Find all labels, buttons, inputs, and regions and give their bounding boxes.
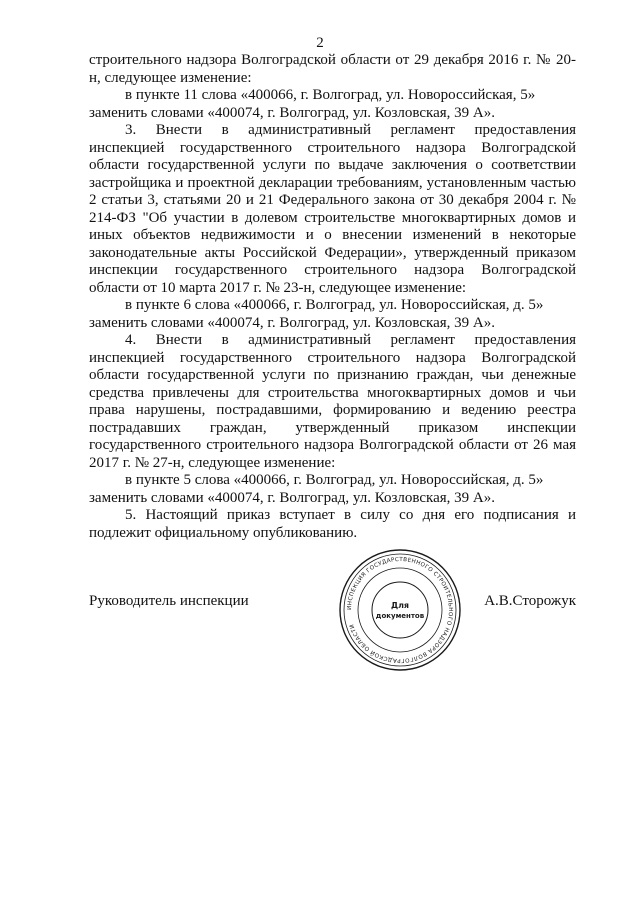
paragraph: заменить словами «400074, г. Волгоград, ул. Козловская, 39 А».: [89, 104, 495, 121]
paragraph: 5. Настоящий приказ вступает в силу со дня его подписания и подлежит официальному опубликованию.: [89, 507, 576, 541]
paragraph: строительного надзора Волгоградской области от 29 декабря 2016 г. № 20-н, следующее изменение:: [89, 52, 576, 86]
document-body: [89, 52, 576, 542]
official-seal-stamp: [338, 548, 462, 672]
paragraph: в пункте 6 слова «400066, г. Волгоград, ул. Новороссийская, д. 5»: [125, 297, 544, 313]
paragraph: в пункте 5 слова «400066, г. Волгоград, ул. Новороссийская, д. 5»: [125, 472, 544, 488]
paragraph: 3. Внести в административный регламент предоставления инспекцией государственного строительного надзора Волгоградской области государственной услуги по выдаче заключения о соответствии застройщика и проектной декларации требованиям, установленным частью 2 статьи 3, статьями 20 и 21 Федерального закона от 30 декабря 2004 г. № 214-ФЗ "Об участии в долевом строительстве многоквартирных домов и иных объектов недвижимости и о внесении изменений в некоторые законодательные акты Российской Федерации», утвержденный приказом инспекции государственного строительного надзора Волгоградской области от 10 марта 2017 г. № 23-н, следующее изменение:: [89, 122, 576, 296]
paragraph: в пункте 11 слова «400066, г. Волгоград, ул. Новороссийская, 5»: [125, 87, 536, 103]
signatory-name: А.В.Сторожук: [484, 593, 576, 609]
paragraph: заменить словами «400074, г. Волгоград, ул. Козловская, 39 А».: [89, 314, 495, 331]
seal-center-line-1: Для: [390, 601, 410, 610]
page-number: 2: [316, 35, 324, 51]
paragraph: заменить словами «400074, г. Волгоград, ул. Козловская, 39 А».: [89, 489, 495, 506]
paragraph: 4. Внести в административный регламент предоставления инспекцией государственного строительного надзора Волгоградской области государственной услуги по признанию граждан, чьи денежные средства привлечены для строительства многоквартирных домов и чьи права нарушены, пострадавшими, формированию и ведению реестра пострадавших граждан, утвержденный приказом инспекции государственного строительного надзора Волгоградской области от 26 мая 2017 г. № 27-н, следующее изменение:: [89, 332, 576, 471]
seal-center-line-2: документов: [375, 612, 425, 620]
seal-ring-text: ИНСПЕКЦИЯ ГОСУДАРСТВЕННОГО СТРОИТЕЛЬНОГО НАДЗОРА ВОЛГОГРАДСКОЙ ОБЛАСТИ: [346, 556, 454, 664]
signatory-role: Руководитель инспекции: [89, 593, 249, 609]
